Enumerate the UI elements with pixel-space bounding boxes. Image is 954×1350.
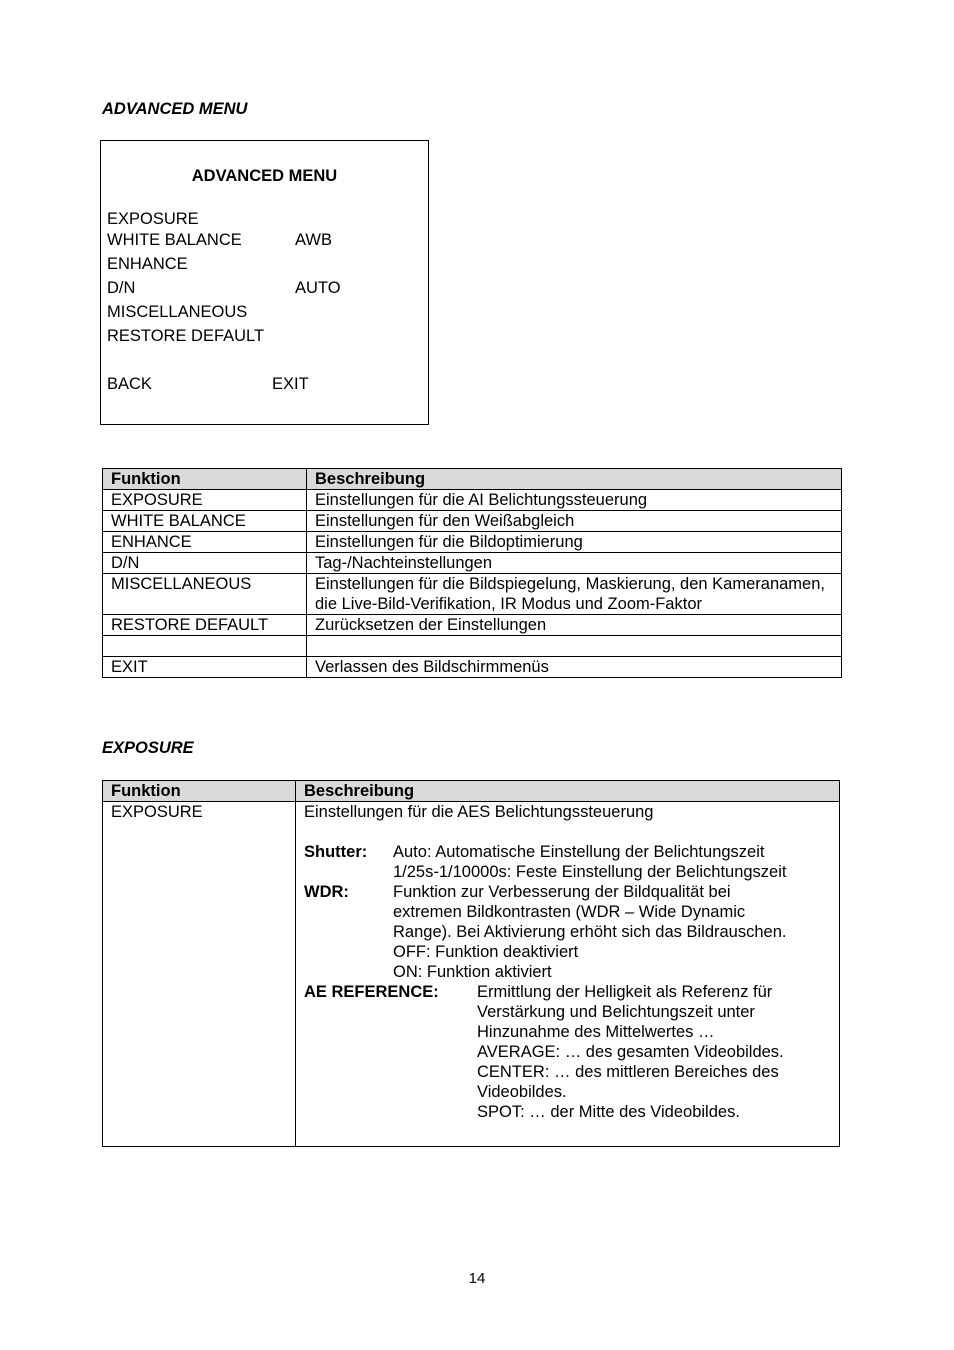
cell-beschreibung: Einstellungen für die AI Belichtungssteuerung [307,490,842,511]
param-line: Auto: Automatische Einstellung der Belichtungszeit [393,843,765,861]
cell-funktion: ENHANCE [103,532,307,553]
cell-funktion: D/N [103,553,307,574]
param-label: AE REFERENCE: [304,983,439,1001]
table-header-row [103,781,840,802]
page-number: 14 [468,1270,486,1287]
column-header-funktion: Funktion [103,469,307,490]
param-line: ON: Funktion aktiviert [393,963,552,981]
param-label: WDR: [304,883,349,901]
param-value [393,882,831,982]
section-heading-exposure: EXPOSURE [102,739,194,757]
advanced-menu-function-table [102,468,842,678]
spacer [304,822,831,842]
param-line: Hinzunahme des Mittelwertes … [477,1023,715,1041]
table-row-empty [103,636,842,657]
param-line: Verstärkung und Belichtungszeit unter [477,1003,755,1021]
osd-item-enhance: ENHANCE [107,255,188,273]
table-row [103,574,842,615]
cell-funktion: RESTORE DEFAULT [103,615,307,636]
cell-beschreibung: Tag-/Nachteinstellungen [307,553,842,574]
table-row [103,802,840,1147]
osd-item-exposure: EXPOSURE [107,210,199,228]
cell-funktion: WHITE BALANCE [103,511,307,532]
column-header-funktion: Funktion [103,781,296,802]
table-row [103,490,842,511]
param-line: OFF: Funktion deaktiviert [393,943,579,961]
param-line: Funktion zur Verbesserung der Bildqualität bei [393,883,731,901]
param-line: extremen Bildkontrasten (WDR – Wide Dynamic [393,903,746,921]
param-value [393,842,831,882]
param-ae-reference [304,982,831,1122]
advanced-menu-osd-box [100,140,429,425]
cell-funktion: EXPOSURE [103,490,307,511]
table-row [103,615,842,636]
section-heading-advanced-menu: ADVANCED MENU [102,100,248,118]
param-line: CENTER: … des mittleren Bereiches des [477,1063,779,1081]
cell-beschreibung [296,802,840,1147]
param-line: AVERAGE: … des gesamten Videobildes. [477,1043,784,1061]
osd-value-dn: AUTO [295,279,341,297]
osd-item-restore-default: RESTORE DEFAULT [107,327,265,345]
param-value [477,982,831,1122]
cell-beschreibung: Einstellungen für den Weißabgleich [307,511,842,532]
cell-funktion: MISCELLANEOUS [103,574,307,615]
osd-value-white-balance: AWB [295,231,332,249]
osd-back: BACK [107,375,152,393]
osd-item-white-balance: WHITE BALANCE [107,231,242,249]
cell-beschreibung: Einstellungen für die Bildoptimierung [307,532,842,553]
osd-item-dn: D/N [107,279,136,297]
table-header-row [103,469,842,490]
osd-exit: EXIT [272,375,309,393]
column-header-beschreibung: Beschreibung [307,469,842,490]
table-row [103,657,842,678]
cell-funktion [103,636,307,657]
cell-funktion: EXPOSURE [103,802,296,1147]
table-row [103,553,842,574]
cell-beschreibung [307,636,842,657]
cell-funktion: EXIT [103,657,307,678]
param-shutter [304,842,831,882]
exposure-function-table [102,780,840,1147]
param-line: 1/25s-1/10000s: Feste Einstellung der Belichtungszeit [393,863,787,881]
param-wdr [304,882,831,982]
param-line: Ermittlung der Helligkeit als Referenz für [477,983,773,1001]
column-header-beschreibung: Beschreibung [296,781,840,802]
osd-item-miscellaneous: MISCELLANEOUS [107,303,248,321]
osd-menu-title: ADVANCED MENU [191,167,338,185]
cell-beschreibung: Verlassen des Bildschirmmenüs [307,657,842,678]
param-label: Shutter: [304,843,368,861]
param-line: Range). Bei Aktivierung erhöht sich das Bildrauschen. [393,923,787,941]
table-row [103,511,842,532]
table-row [103,532,842,553]
cell-beschreibung: Zurücksetzen der Einstellungen [307,615,842,636]
cell-beschreibung: Einstellungen für die Bildspiegelung, Maskierung, den Kameranamen, die Live-Bild-Verifikation, IR Modus und Zoom-Faktor [307,574,842,615]
param-line: Videobildes. [477,1083,567,1101]
param-line: SPOT: … der Mitte des Videobildes. [477,1103,740,1121]
exposure-intro: Einstellungen für die AES Belichtungssteuerung [304,803,654,821]
